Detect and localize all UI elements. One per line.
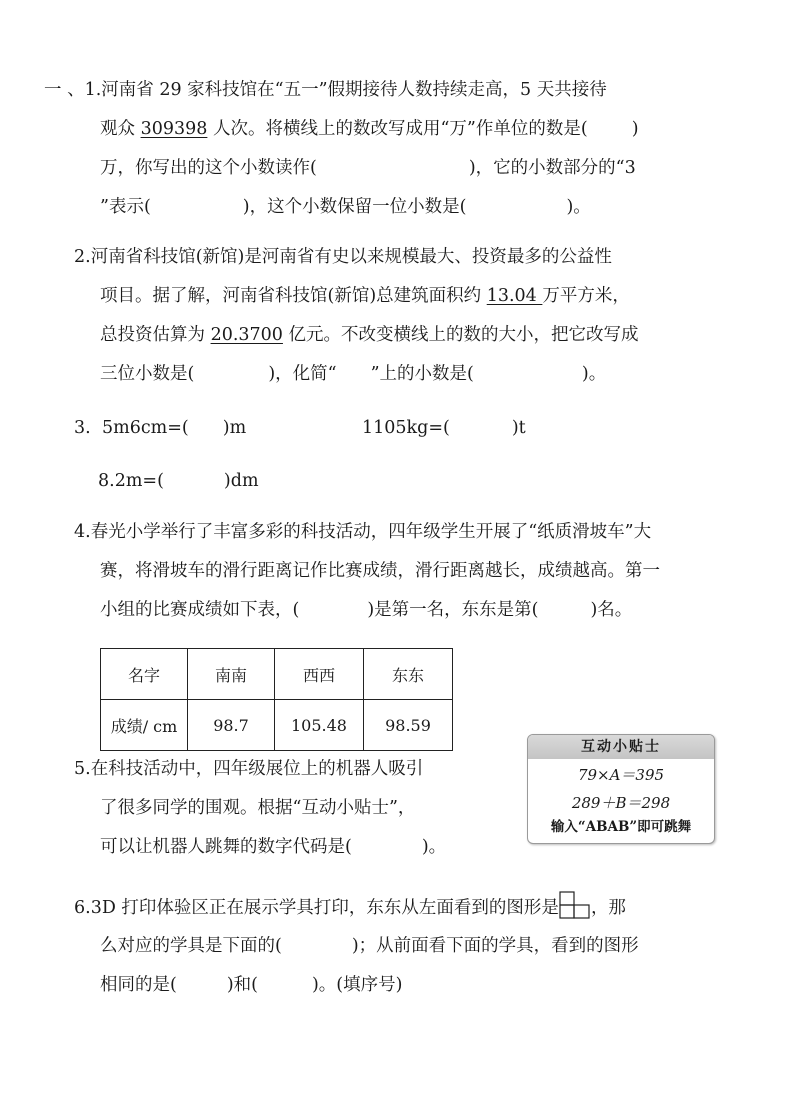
q2-text-4a: 三位小数是(	[100, 364, 195, 384]
q1-underlined-number: 309398	[140, 119, 208, 139]
q4-line1: 4.春光小学举行了丰富多彩的科技活动，四年级学生开展了“纸质滑坡车”大	[74, 522, 652, 542]
q1-text-4a: ”表示(	[100, 197, 151, 217]
q3-a-right: )m	[222, 418, 247, 438]
table-header-row	[101, 649, 453, 700]
q4-line3	[100, 598, 632, 622]
q6-line3	[100, 973, 402, 997]
tip-equation-2: 289＋B＝298	[571, 794, 671, 812]
q1-text-4c: )。	[566, 197, 591, 217]
q5-text-3b: )。	[421, 837, 447, 857]
q5-line3	[100, 835, 446, 859]
q5-line1: 5.在科技活动中，四年级展位上的机器人吸引	[74, 759, 424, 779]
q3-item-b	[362, 416, 526, 440]
q6-line2	[100, 934, 639, 958]
q6-text-2b: )；从前面看下面的学具，看到的图形	[351, 936, 639, 956]
tip-equation-1: 79×A＝395	[577, 766, 665, 784]
q3-c-right: )dm	[223, 471, 259, 491]
q1-text-3a: 万，你写出的这个小数读作(	[100, 158, 317, 178]
table-header-cell: 南南	[188, 649, 275, 700]
q2-text-2b: 万平方米，	[542, 286, 630, 306]
wavy-line-mark	[337, 362, 371, 386]
q1-text-2a: 观众	[100, 119, 141, 139]
q1-text-2c: )	[631, 119, 639, 139]
q2-line2	[100, 284, 630, 308]
q3-item-c	[98, 469, 259, 493]
table-cell: 98.59	[364, 700, 453, 751]
q1-text-3b: )，它的小数部分的“3	[468, 158, 636, 178]
q2-text-4d: )。	[581, 364, 607, 384]
q1-line1	[44, 78, 607, 102]
q4-text-3b: )是第一名，东东是第(	[367, 600, 539, 620]
q2-text-4c: ”上的小数是(	[370, 364, 474, 384]
q6-text-1a: 6.3D 打印体验区正在展示学具打印，东东从左面看到的图形是	[74, 898, 559, 918]
tip-title: 互动小贴士	[528, 735, 714, 759]
q2-underlined-area: 13.04	[486, 286, 543, 306]
q1-text-1: 河南省 29 家科技馆在“五一”假期接待人数持续走高，5 天共接待	[101, 80, 607, 100]
q2-line4	[100, 362, 606, 386]
q6-line1	[74, 891, 626, 920]
q3-b-right: )t	[511, 418, 526, 438]
q3-number: 3.	[74, 418, 91, 438]
q3-item-a	[102, 416, 246, 440]
q6-text-1b: ，那	[590, 898, 626, 918]
q1-line4	[100, 195, 591, 219]
table-header-cell: 西西	[275, 649, 364, 700]
q1-number: 一 、1.	[44, 80, 102, 100]
q6-text-3a: 相同的是(	[100, 975, 177, 995]
q4-text-3a: 小组的比赛成绩如下表，(	[100, 600, 300, 620]
q6-text-3c: )。(填序号)	[311, 975, 403, 995]
q2-line3	[100, 323, 639, 347]
table-cell: 105.48	[275, 700, 364, 751]
q1-text-2b: 人次。将横线上的数改写成用“万”作单位的数是(	[207, 119, 588, 139]
score-table	[100, 648, 453, 751]
q3-a-left: 5m6cm=(	[102, 418, 189, 438]
interactive-tip-card	[527, 734, 715, 844]
q3-c-left: 8.2m=(	[98, 471, 164, 491]
q3-b-left: 1105kg=(	[362, 418, 450, 438]
q1-line2	[100, 117, 639, 141]
table-header-cell: 名字	[101, 649, 188, 700]
q6-text-3b: )和(	[226, 975, 258, 995]
q1-line3	[100, 156, 636, 180]
q1-text-4b: )，这个小数保留一位小数是(	[242, 197, 467, 217]
q4-text-3c: )名。	[590, 600, 633, 620]
q2-text-4b: )，化简“	[268, 364, 337, 384]
q4-line2: 赛，将滑坡车的滑行距离记作比赛成绩，滑行距离越长，成绩越高。第一	[100, 561, 660, 581]
q5-text-3a: 可以让机器人跳舞的数字代码是(	[100, 837, 352, 857]
q2-text-3b: 亿元。不改变横线上的数的大小，把它改写成	[282, 325, 639, 345]
table-cell: 成绩/ cm	[101, 700, 188, 751]
table-cell: 98.7	[188, 700, 275, 751]
q2-underlined-investment: 20.3700	[210, 325, 283, 345]
tip-footer: 输入“ABAB”即可跳舞	[550, 819, 692, 835]
q2-text-3a: 总投资估算为	[100, 325, 211, 345]
table-row	[101, 700, 453, 751]
table-header-cell: 东东	[364, 649, 453, 700]
q2-line1: 2.河南省科技馆(新馆)是河南省有史以来规模最大、投资最多的公益性	[74, 247, 612, 267]
three-square-l-shape-icon	[559, 891, 591, 919]
q6-text-2a: 么对应的学具是下面的(	[100, 936, 282, 956]
q2-text-2a: 项目。据了解，河南省科技馆(新馆)总建筑面积约	[100, 286, 487, 306]
q5-line2: 了很多同学的围观。根据“互动小贴士”，	[100, 798, 416, 818]
q3-line1	[74, 416, 91, 440]
